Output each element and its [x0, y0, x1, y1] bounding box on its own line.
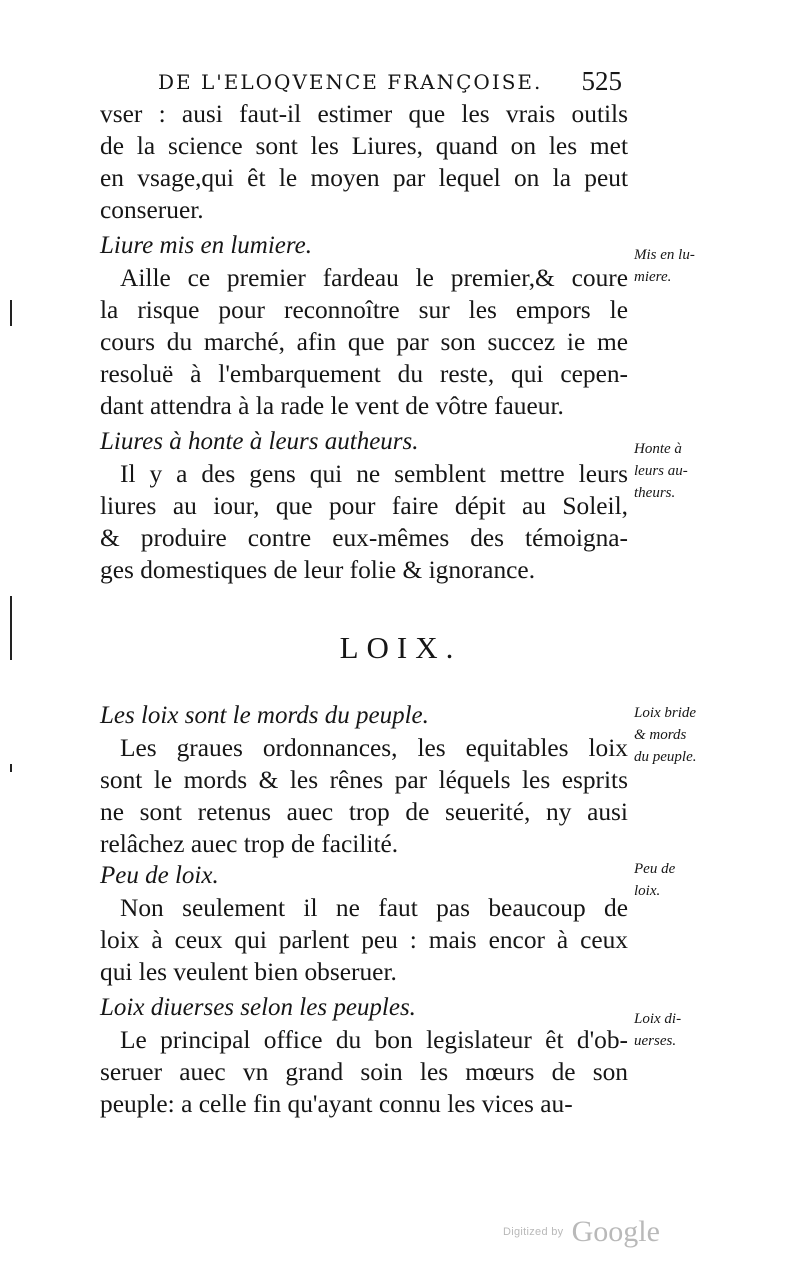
text-line: Non seulement il ne faut pas beaucoup de	[120, 894, 628, 922]
text-line: seruer auec vn grand soin les mœurs de son	[100, 1058, 628, 1086]
margin-note-line: leurs au-	[634, 463, 688, 479]
text-line: de la science sont les Liures, quand on les met	[100, 132, 628, 160]
margin-note-line: miere.	[634, 269, 672, 285]
margin-note	[634, 702, 724, 768]
watermark-prefix: Digitized by	[503, 1226, 564, 1238]
margin-note-line: uerses.	[634, 1033, 677, 1049]
text-block-books	[100, 98, 628, 586]
text-block-laws	[100, 700, 628, 1120]
text-line: relâchez auec trop de facilité.	[100, 830, 399, 858]
text-line: & produire contre eux-mêmes des témoigna-	[100, 524, 628, 552]
margin-note	[634, 858, 724, 902]
margin-note-line: theurs.	[634, 485, 676, 501]
margin-note-line: Loix di-	[634, 1011, 682, 1027]
text-line: liures au iour, que pour faire dépit au Soleil,	[100, 492, 628, 520]
subheading: Peu de loix.	[100, 862, 219, 889]
text-line: resoluë à l'embarquement du reste, qui cepen-	[100, 360, 628, 388]
subheading: Loix diuerses selon les peuples.	[100, 994, 416, 1021]
text-line: la risque pour reconnoître sur les empors le	[100, 296, 628, 324]
text-line: vser : ausi faut-il estimer que les vrais outils	[100, 100, 628, 128]
google-watermark	[503, 1215, 660, 1249]
text-line: peuple: a celle fin qu'ayant connu les vices au-	[100, 1090, 573, 1118]
text-line: Les graues ordonnances, les equitables loix	[120, 734, 628, 762]
subheading: Liures à honte à leurs autheurs.	[100, 428, 419, 455]
margin-note	[634, 244, 724, 288]
page-header	[158, 66, 622, 102]
text-line: Aille ce premier fardeau le premier,& coure	[120, 264, 628, 292]
page-edge-mark	[10, 764, 12, 772]
text-line: qui les veulent bien obseruer.	[100, 958, 397, 986]
margin-note	[634, 1008, 724, 1052]
margin-note-line: & mords	[634, 727, 687, 743]
text-line: sont le mords & les rênes par léquels les esprits	[100, 766, 628, 794]
margin-note-line: Loix bride	[634, 705, 697, 721]
text-line: cours du marché, afin que par son succez ie me	[100, 328, 628, 356]
google-logo-icon: Google	[571, 1215, 660, 1248]
margin-note-line: du peuple.	[634, 749, 697, 765]
text-line: Le principal office du bon legislateur êt d'ob-	[120, 1026, 628, 1054]
text-line: Il y a des gens qui ne semblent mettre leurs	[120, 460, 628, 488]
text-line: ne sont retenus auec trop de seuerité, ny ausi	[100, 798, 628, 826]
subheading: Liure mis en lumiere.	[100, 232, 313, 259]
page-edge-mark	[10, 300, 12, 326]
text-line: conseruer.	[100, 196, 204, 224]
margin-note-line: loix.	[634, 883, 661, 899]
page-number: 525	[581, 66, 622, 96]
margin-note	[634, 438, 724, 504]
margin-note-line: Honte à	[634, 441, 682, 457]
section-title: LOIX.	[339, 630, 462, 665]
text-line: loix à ceux qui parlent peu : mais encor à ceux	[100, 926, 628, 954]
text-line: dant attendra à la rade le vent de vôtre faueur.	[100, 392, 564, 420]
text-line: ges domestiques de leur folie & ignorance.	[100, 556, 536, 584]
subheading: Les loix sont le mords du peuple.	[100, 702, 429, 729]
margin-note-line: Peu de	[634, 861, 676, 877]
margin-note-line: Mis en lu-	[634, 247, 695, 263]
text-line: en vsage,qui êt le moyen par lequel on la peut	[100, 164, 628, 192]
running-head: DE L'ELOQVENCE FRANÇOISE.	[158, 70, 543, 94]
